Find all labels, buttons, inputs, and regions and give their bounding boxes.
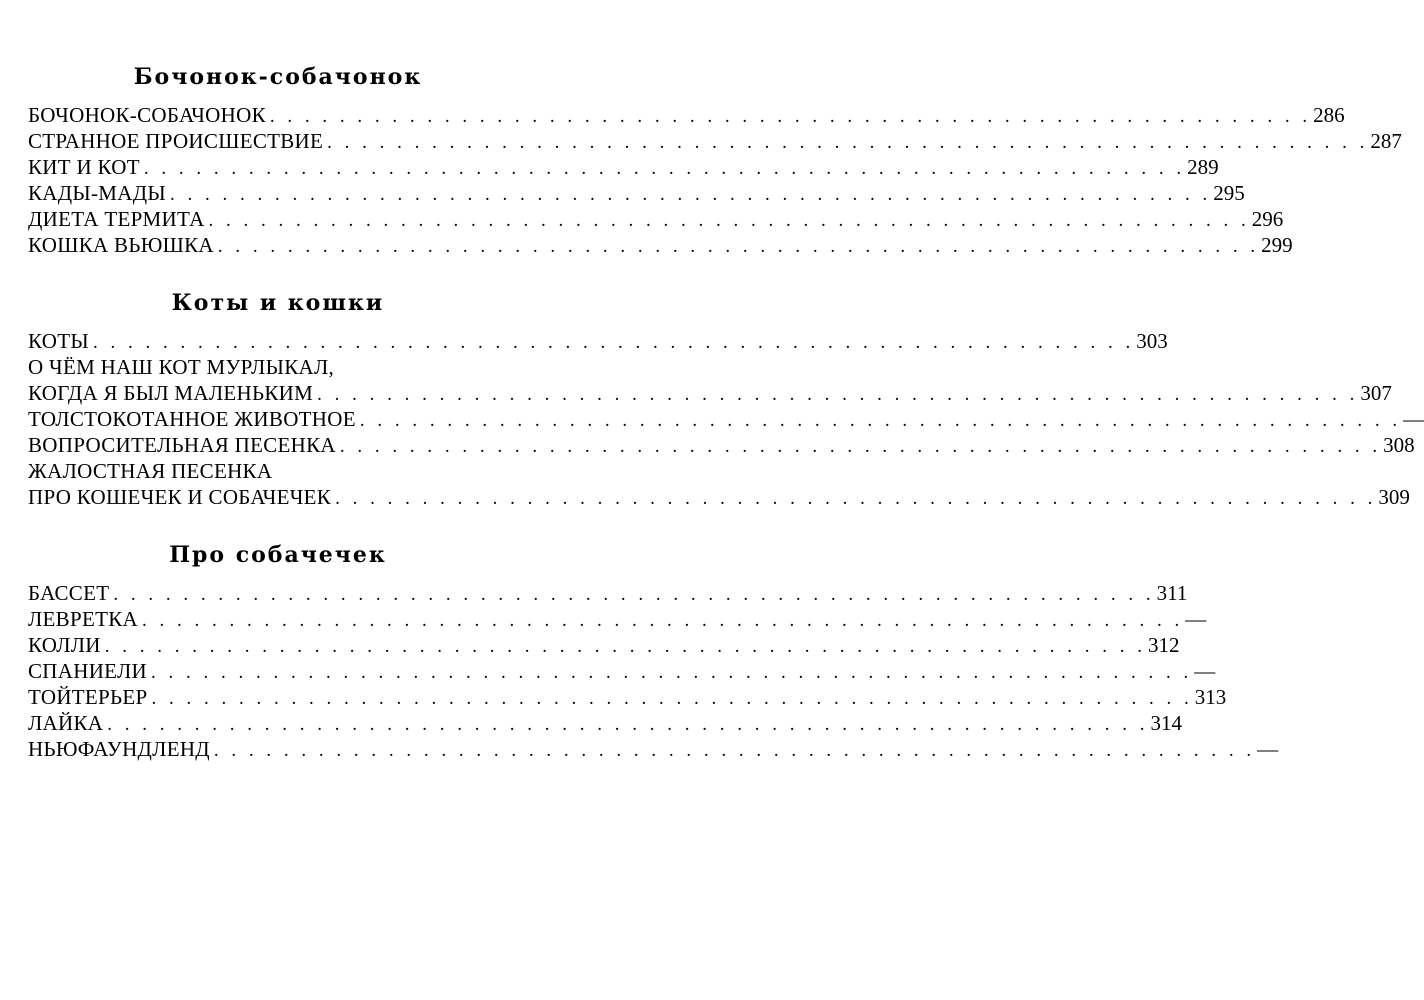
entry-title: КОЛЛИ xyxy=(28,633,101,657)
dot-leader: . . . . . . . . . . . . . . . . . . . . . . . . . . . . . . . . . . . . . . . . . . . . . . . . . . . . . . . . . . . . xyxy=(151,662,1193,683)
toc-entry xyxy=(28,658,1216,684)
entry-title: КИТ И КОТ xyxy=(28,155,140,179)
toc-entry xyxy=(28,458,528,484)
toc-entry xyxy=(28,484,1410,510)
dot-leader: . . . . . . . . . . . . . . . . . . . . . . . . . . . . . . . . . . . . . . . . . . . . . . . . . . . . . . . . . . . . xyxy=(359,410,1402,431)
dot-leader: . . . . . . . . . . . . . . . . . . . . . . . . . . . . . . . . . . . . . . . . . . . . . . . . . . . . . . . . . . . . xyxy=(217,236,1260,257)
dot-leader: . . . . . . . . . . . . . . . . . . . . . . . . . . . . . . . . . . . . . . . . . . . . . . . . . . . . . . . . . . . . xyxy=(269,106,1312,127)
entry-title: КОГДА Я БЫЛ МАЛЕНЬКИМ xyxy=(28,381,314,405)
entry-title: ВОПРОСИТЕЛЬНАЯ ПЕСЕНКА xyxy=(28,433,336,457)
page-number: 312 xyxy=(1148,633,1180,657)
dot-leader: . . . . . . . . . . . . . . . . . . . . . . . . . . . . . . . . . . . . . . . . . . . . . . . . . . . . . . . . . . . . xyxy=(93,332,1135,353)
dot-leader: . . . . . . . . . . . . . . . . . . . . . . . . . . . . . . . . . . . . . . . . . . . . . . . . . . . . . . . . . . . . xyxy=(113,584,1155,605)
dot-leader: . . . . . . . . . . . . . . . . . . . . . . . . . . . . . . . . . . . . . . . . . . . . . . . . . . . . . . . . . . . . xyxy=(213,740,1256,761)
page-number: 287 xyxy=(1370,129,1402,153)
page-number: 295 xyxy=(1213,181,1245,205)
entry-title: БОЧОНОК-СОБАЧОНОК xyxy=(28,103,266,127)
entry-title: ЛАЙКА xyxy=(28,711,104,735)
page-number: 299 xyxy=(1261,233,1293,257)
page-number: 289 xyxy=(1187,155,1219,179)
entry-title: ТОЙТЕРЬЕР xyxy=(28,685,148,709)
page-number: 307 xyxy=(1360,381,1392,405)
dot-leader: . . . . . . . . . . . . . . . . . . . . . . . . . . . . . . . . . . . . . . . . . . . . . . . . . . . . . . . . . . . . xyxy=(335,488,1377,509)
page-number: 303 xyxy=(1136,329,1168,353)
entry-title: ЛЕВРЕТКА xyxy=(28,607,138,631)
toc-entry xyxy=(28,128,1402,154)
toc-entry xyxy=(28,180,1245,206)
entry-title: КОШКА ВЬЮШКА xyxy=(28,233,214,257)
dot-leader: . . . . . . . . . . . . . . . . . . . . . . . . . . . . . . . . . . . . . . . . . . . . . . . . . . . . . . . . . . . . xyxy=(317,384,1359,405)
dot-leader: . . . . . . . . . . . . . . . . . . . . . . . . . . . . . . . . . . . . . . . . . . . . . . . . . . . . . . . . . . . . xyxy=(208,210,1250,231)
toc-entry xyxy=(28,328,1168,354)
toc-entry xyxy=(28,710,1182,736)
dot-leader: . . . . . . . . . . . . . . . . . . . . . . . . . . . . . . . . . . . . . . . . . . . . . . . . . . . . . . . . . . . . xyxy=(141,610,1184,631)
toc-section xyxy=(28,538,1279,762)
entry-title: ЖАЛОСТНАЯ ПЕСЕНКА xyxy=(28,459,273,483)
toc-entry xyxy=(28,736,1279,762)
toc-entry xyxy=(28,432,1415,458)
entry-title: БАССЕТ xyxy=(28,581,110,605)
dot-leader: . . . . . . . . . . . . . . . . . . . . . . . . . . . . . . . . . . . . . . . . . . . . . . . . . . . . . . . . . . . . xyxy=(104,636,1147,657)
dot-leader: . . . . . . . . . . . . . . . . . . . . . . . . . . . . . . . . . . . . . . . . . . . . . . . . . . . . . . . . . . . . xyxy=(143,158,1186,179)
page-number: — xyxy=(1257,737,1279,761)
entry-title: ПРО КОШЕЧЕК И СОБАЧЕЧЕК xyxy=(28,485,332,509)
toc-entry xyxy=(28,154,1219,180)
page-number: — xyxy=(1403,407,1424,431)
toc-entry xyxy=(28,380,1392,406)
entry-title: НЬЮФАУНДЛЕНД xyxy=(28,737,210,761)
page-number: 296 xyxy=(1251,207,1284,231)
page-number: 313 xyxy=(1194,685,1227,709)
page-number: 314 xyxy=(1150,711,1182,735)
toc-section xyxy=(28,286,1424,510)
entry-title: ТОЛСТОКОТАННОЕ ЖИВОТНОЕ xyxy=(28,407,356,431)
page-number: 311 xyxy=(1156,581,1188,605)
page-number: 309 xyxy=(1378,485,1410,509)
toc-section xyxy=(28,60,1402,258)
toc-entry xyxy=(28,580,1188,606)
entry-title: СПАНИЕЛИ xyxy=(28,659,148,683)
section-title: Бочонок-собачонок xyxy=(133,64,423,90)
entry-title: КАДЫ-МАДЫ xyxy=(28,181,166,205)
section-title: Про собачечек xyxy=(169,542,387,568)
entry-title: ДИЕТА ТЕРМИТА xyxy=(28,207,205,231)
dot-leader: . . . . . . . . . . . . . . . . . . . . . . . . . . . . . . . . . . . . . . . . . . . . . . . . . . . . . . . . . . . . xyxy=(107,714,1149,735)
toc-entry xyxy=(28,206,1284,232)
page-number: 286 xyxy=(1313,103,1345,127)
entry-title: СТРАННОЕ ПРОИСШЕСТВИЕ xyxy=(28,129,324,153)
dot-leader: . . . . . . . . . . . . . . . . . . . . . . . . . . . . . . . . . . . . . . . . . . . . . . . . . . . . . . . . . . . . xyxy=(327,132,1369,153)
page-number: — xyxy=(1185,607,1207,631)
toc-entry xyxy=(28,632,1180,658)
section-title: Коты и кошки xyxy=(171,290,385,316)
toc-entry xyxy=(28,406,1424,432)
toc-entry xyxy=(28,354,528,380)
toc-entry xyxy=(28,232,1293,258)
toc-entry xyxy=(28,606,1207,632)
page-number: 308 xyxy=(1383,433,1415,457)
entry-title: О ЧЁМ НАШ КОТ МУРЛЫКАЛ, xyxy=(28,355,335,379)
dot-leader: . . . . . . . . . . . . . . . . . . . . . . . . . . . . . . . . . . . . . . . . . . . . . . . . . . . . . . . . . . . . xyxy=(169,184,1212,205)
page-number: — xyxy=(1194,659,1216,683)
toc-entry xyxy=(28,102,1345,128)
table-of-contents xyxy=(28,60,1424,790)
dot-leader: . . . . . . . . . . . . . . . . . . . . . . . . . . . . . . . . . . . . . . . . . . . . . . . . . . . . . . . . . . . . xyxy=(339,436,1382,457)
dot-leader: . . . . . . . . . . . . . . . . . . . . . . . . . . . . . . . . . . . . . . . . . . . . . . . . . . . . . . . . . . . . xyxy=(151,688,1193,709)
entry-title: КОТЫ xyxy=(28,329,89,353)
toc-entry xyxy=(28,684,1227,710)
